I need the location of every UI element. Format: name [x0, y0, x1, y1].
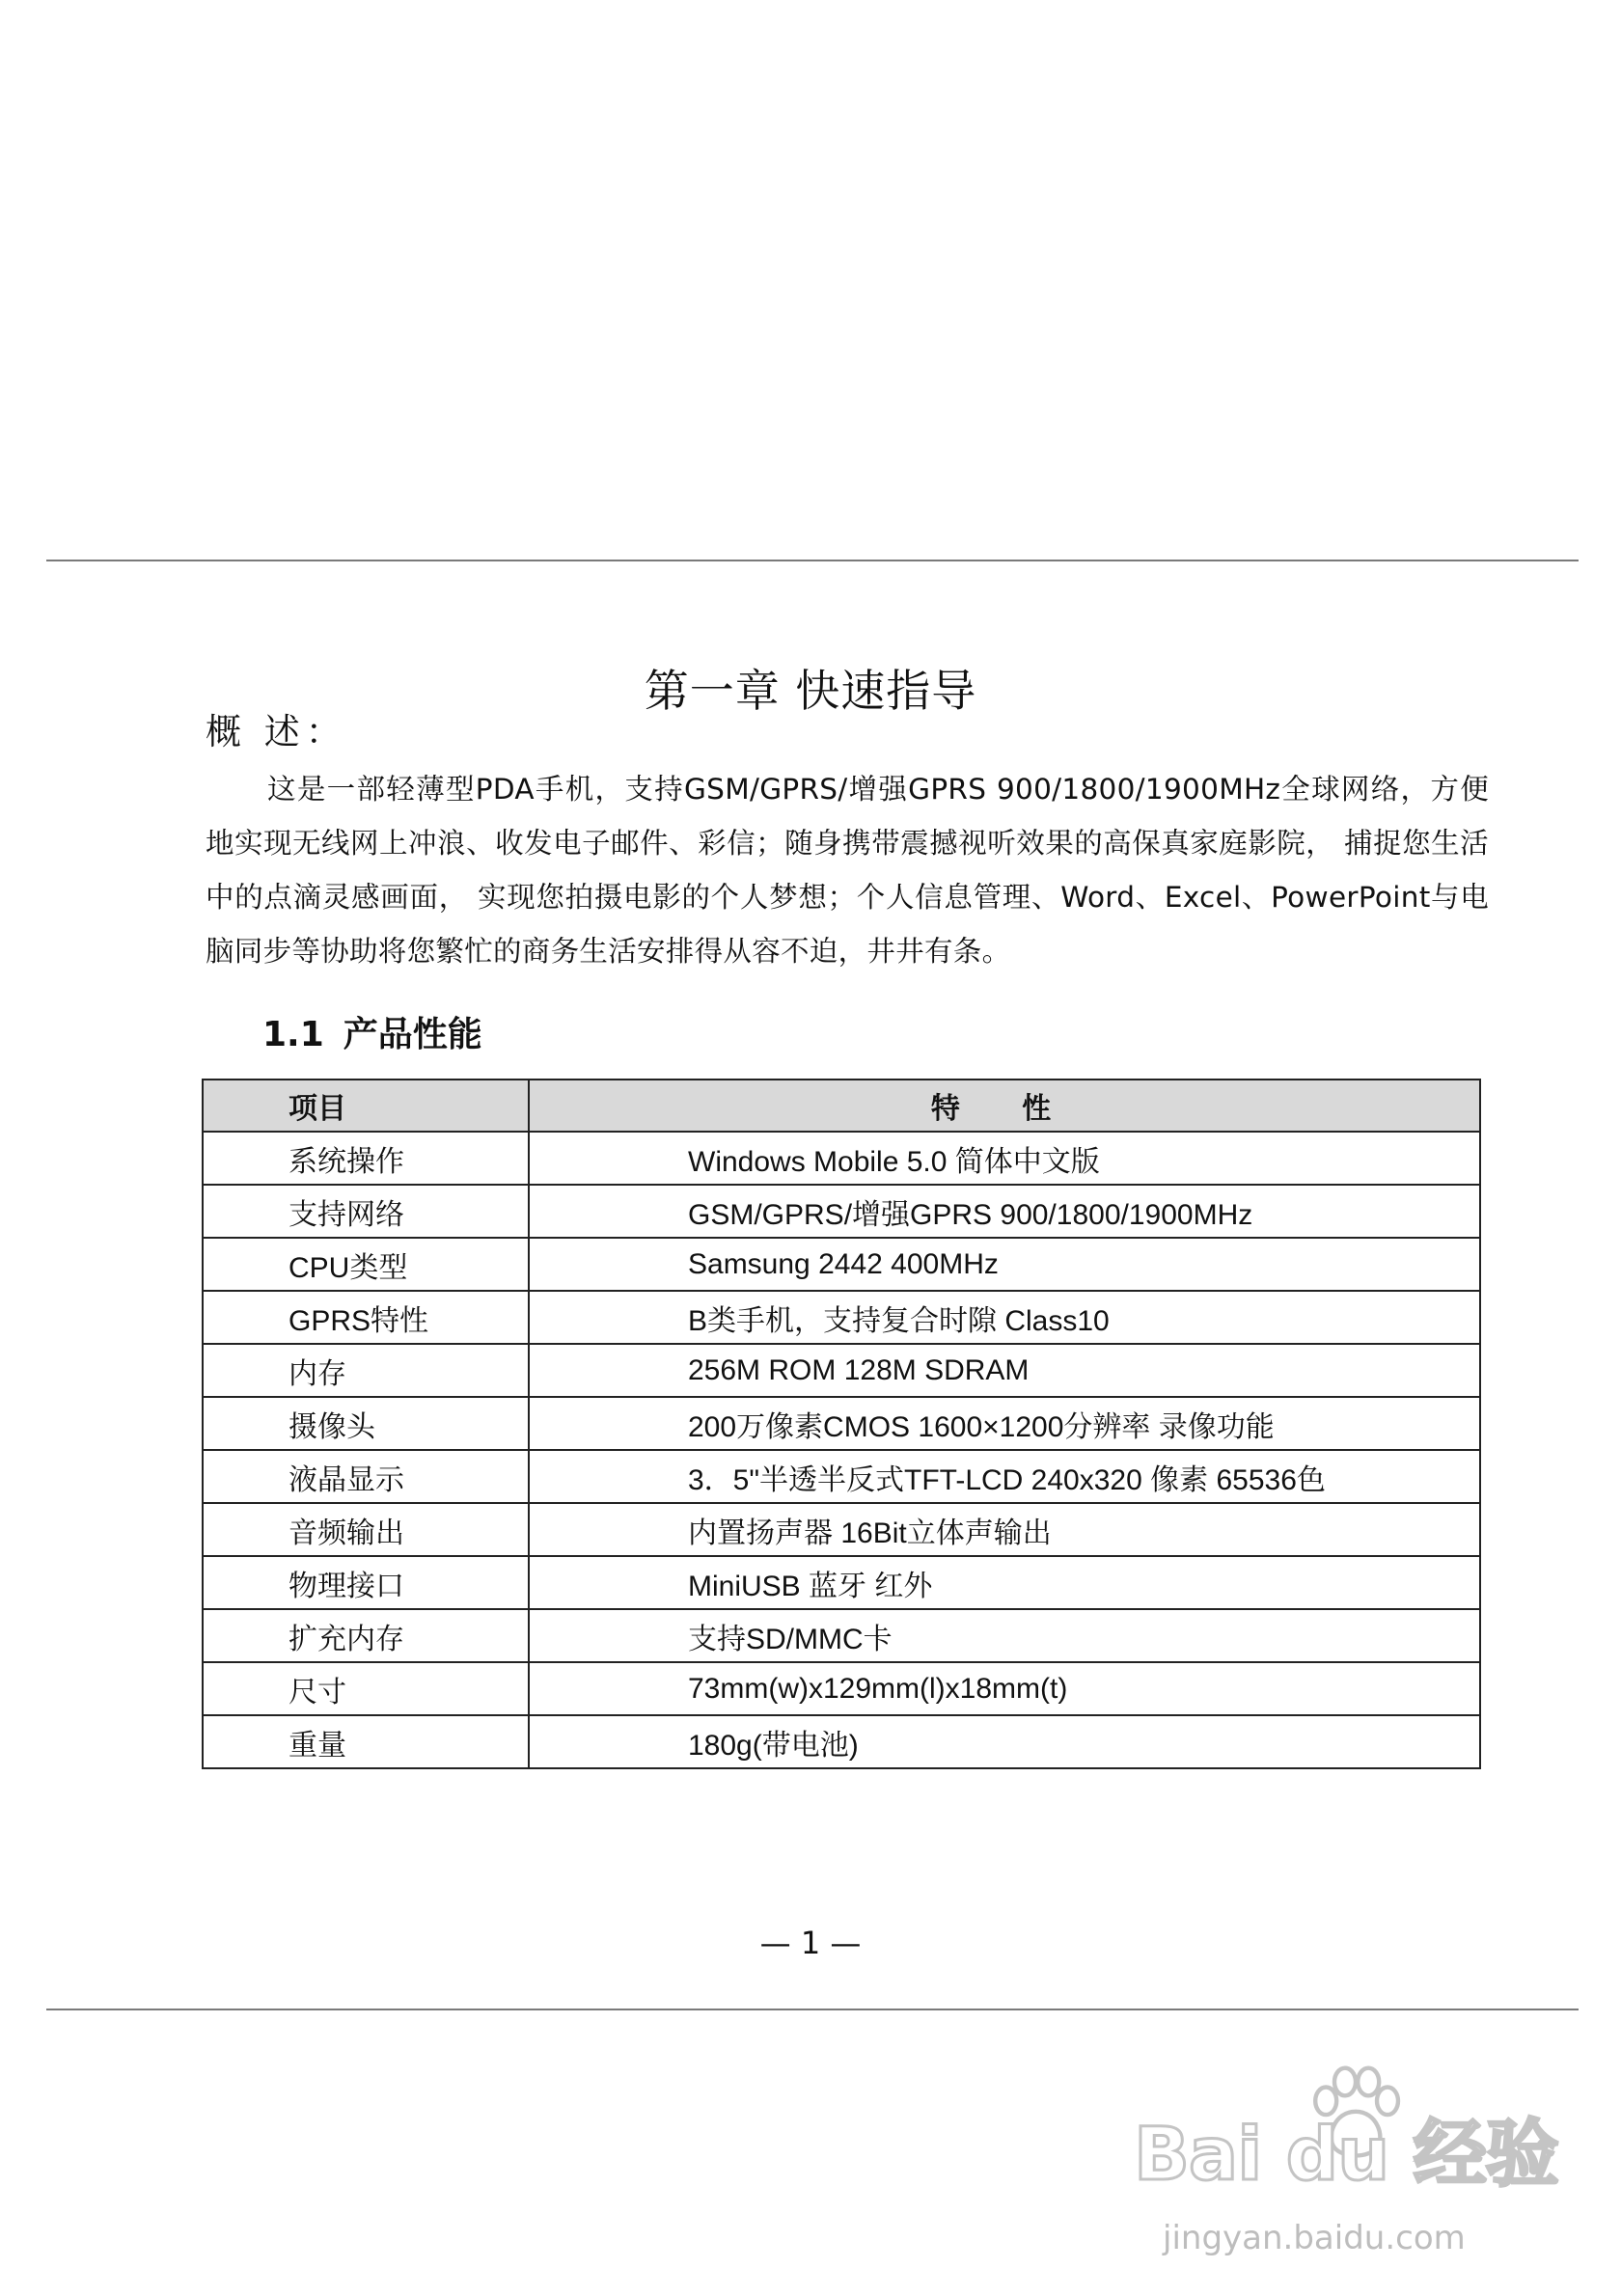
spec-table: [202, 1079, 1481, 1769]
row-item: GPRS特性: [203, 1291, 529, 1344]
page-number: — 1 —: [759, 1925, 862, 1961]
row-item: 重量: [203, 1715, 529, 1768]
watermark-logo-text: Bai du 经验: [1134, 2111, 1558, 2197]
row-value: 256M ROM 128M SDRAM: [529, 1344, 1480, 1397]
row-item: 系统操作: [203, 1132, 529, 1185]
table-row: [203, 1397, 1480, 1450]
baidu-jingyan-watermark: [1134, 2055, 1597, 2277]
section-title: 产品性能: [343, 1015, 482, 1054]
section-heading: [262, 1011, 482, 1059]
row-value: 支持SD/MMC卡: [529, 1609, 1480, 1662]
table-row: [203, 1450, 1480, 1503]
row-item: 音频输出: [203, 1503, 529, 1556]
row-item: 内存: [203, 1344, 529, 1397]
watermark-url: jingyan.baidu.com: [1163, 2219, 1466, 2257]
row-value: B类手机，支持复合时隙 Class10: [529, 1291, 1480, 1344]
row-item: 尺寸: [203, 1662, 529, 1715]
row-value: Samsung 2442 400MHz: [529, 1238, 1480, 1291]
row-item: 支持网络: [203, 1185, 529, 1238]
row-value: 200万像素CMOS 1600×1200分辨率 录像功能: [529, 1397, 1480, 1450]
row-value: 内置扬声器 16Bit立体声输出: [529, 1503, 1480, 1556]
row-value: GSM/GPRS/增强GPRS 900/1800/1900MHz: [529, 1185, 1480, 1238]
table-row: [203, 1185, 1480, 1238]
table-row: [203, 1609, 1480, 1662]
table-row: [203, 1662, 1480, 1715]
table-row: [203, 1238, 1480, 1291]
overview-heading: 概 述：: [206, 711, 347, 752]
table-row: [203, 1503, 1480, 1556]
table-row: [203, 1291, 1480, 1344]
row-value: MiniUSB 蓝牙 红外: [529, 1556, 1480, 1609]
row-item: 扩充内存: [203, 1609, 529, 1662]
row-item: 物理接口: [203, 1556, 529, 1609]
chapter-title: 第一章 快速指导: [644, 665, 977, 717]
row-item: 摄像头: [203, 1397, 529, 1450]
spec-table-header-row: [203, 1080, 1480, 1132]
row-item: 液晶显示: [203, 1450, 529, 1503]
table-row: [203, 1556, 1480, 1609]
header-item: 项目: [203, 1080, 529, 1132]
bottom-divider: [46, 2009, 1579, 2010]
row-value: 73mm(w)x129mm(l)x18mm(t): [529, 1662, 1480, 1715]
table-row: [203, 1715, 1480, 1768]
top-divider: [46, 560, 1579, 561]
header-feature: 特 性: [529, 1080, 1480, 1132]
table-row: [203, 1132, 1480, 1185]
row-item: CPU类型: [203, 1238, 529, 1291]
row-value: 180g(带电池): [529, 1715, 1480, 1768]
table-row: [203, 1344, 1480, 1397]
row-value: 3．5"半透半反式TFT-LCD 240x320 像素 65536色: [529, 1450, 1480, 1503]
intro-paragraph: 这是一部轻薄型PDA手机，支持GSM/GPRS/增强GPRS 900/1800/1900MHz全球网络，方便地实现无线网上冲浪、收发电子邮件、彩信；随身携带震撼视听效果的高保真家庭影院， 捕捉您生活中的点滴灵感画面， 实现您拍摄电影的个人梦想；个人信息管理、Word、Excel、PowerPoint与电脑同步等协助将您繁忙的商务生活安排得从容不迫，井井有条。: [206, 773, 1489, 968]
section-number: 1.1: [262, 1015, 324, 1054]
row-value: Windows Mobile 5.0 简体中文版: [529, 1132, 1480, 1185]
